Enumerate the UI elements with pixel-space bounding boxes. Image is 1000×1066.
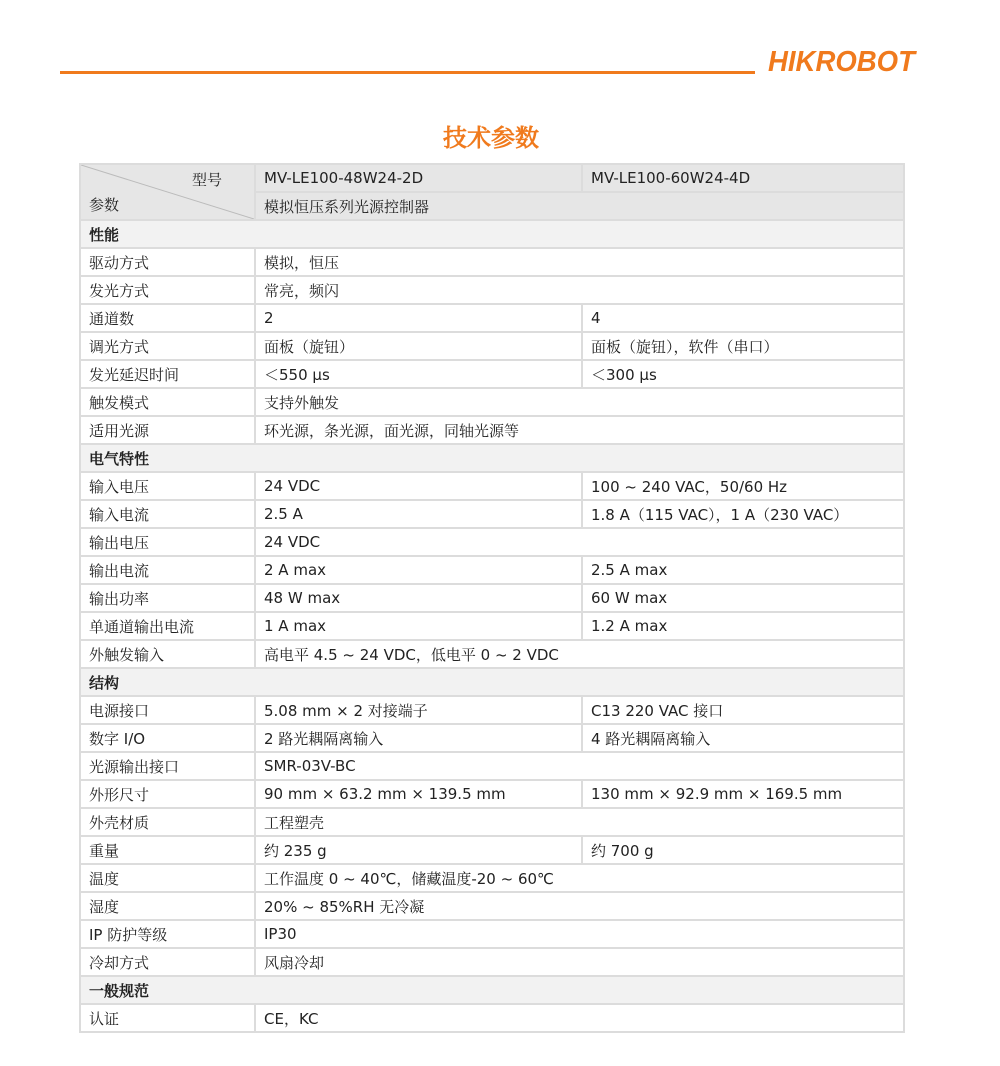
corner-model-label: 型号 bbox=[191, 171, 222, 189]
param-value: 24 VDC bbox=[255, 472, 582, 500]
param-label: 温度 bbox=[80, 864, 255, 892]
param-value: 2.5 A bbox=[255, 500, 582, 528]
model-name: MV-LE100-60W24-4D bbox=[582, 164, 904, 192]
param-label: 适用光源 bbox=[80, 416, 255, 444]
param-value: 工作温度 0 ~ 40℃，储藏温度-20 ~ 60℃ bbox=[255, 864, 904, 892]
table-row bbox=[80, 416, 904, 444]
table-row bbox=[80, 584, 904, 612]
section-row bbox=[80, 444, 904, 472]
table-row bbox=[80, 248, 904, 276]
header-divider bbox=[60, 71, 755, 74]
param-label: 外触发输入 bbox=[80, 640, 255, 668]
param-label: 输入电压 bbox=[80, 472, 255, 500]
param-label: 通道数 bbox=[80, 304, 255, 332]
corner-param-label: 参数 bbox=[89, 196, 120, 214]
table-row bbox=[80, 752, 904, 780]
param-label: 调光方式 bbox=[80, 332, 255, 360]
table-row bbox=[80, 696, 904, 724]
model-name: MV-LE100-48W24-2D bbox=[255, 164, 582, 192]
param-label: 冷却方式 bbox=[80, 948, 255, 976]
param-value: 2.5 A max bbox=[582, 556, 904, 584]
param-value: C13 220 VAC 接口 bbox=[582, 696, 904, 724]
param-label: 发光方式 bbox=[80, 276, 255, 304]
param-value: ＜550 μs bbox=[255, 360, 582, 388]
table-row bbox=[80, 836, 904, 864]
table-row bbox=[80, 640, 904, 668]
table-row bbox=[80, 780, 904, 808]
param-value: 面板（旋钮） bbox=[255, 332, 582, 360]
param-label: 输出电压 bbox=[80, 528, 255, 556]
param-value: IP30 bbox=[255, 920, 904, 948]
table-row bbox=[80, 528, 904, 556]
table-row bbox=[80, 864, 904, 892]
table-row bbox=[80, 948, 904, 976]
param-label: 单通道输出电流 bbox=[80, 612, 255, 640]
param-label: 数字 I/O bbox=[80, 724, 255, 752]
param-value: 约 235 g bbox=[255, 836, 582, 864]
param-value: 2 A max bbox=[255, 556, 582, 584]
table-row bbox=[80, 612, 904, 640]
model-header-row bbox=[80, 164, 904, 192]
section-title: 一般规范 bbox=[80, 976, 904, 1004]
param-value: 1 A max bbox=[255, 612, 582, 640]
table-row bbox=[80, 332, 904, 360]
param-value: 60 W max bbox=[582, 584, 904, 612]
param-value: 1.8 A（115 VAC），1 A（230 VAC） bbox=[582, 500, 904, 528]
param-label: 驱动方式 bbox=[80, 248, 255, 276]
param-label: 重量 bbox=[80, 836, 255, 864]
spec-table bbox=[79, 163, 905, 1033]
param-label: 输出功率 bbox=[80, 584, 255, 612]
param-value: 48 W max bbox=[255, 584, 582, 612]
param-value: 24 VDC bbox=[255, 528, 904, 556]
param-label: 发光延迟时间 bbox=[80, 360, 255, 388]
param-value: 20% ~ 85%RH 无冷凝 bbox=[255, 892, 904, 920]
param-value: 模拟，恒压 bbox=[255, 248, 904, 276]
param-value: 环光源，条光源，面光源，同轴光源等 bbox=[255, 416, 904, 444]
param-value: 面板（旋钮），软件（串口） bbox=[582, 332, 904, 360]
table-row bbox=[80, 724, 904, 752]
param-value: 4 路光耦隔离输入 bbox=[582, 724, 904, 752]
section-row bbox=[80, 220, 904, 248]
corner-cell bbox=[80, 164, 255, 220]
table-row bbox=[80, 920, 904, 948]
param-value: 高电平 4.5 ~ 24 VDC，低电平 0 ~ 2 VDC bbox=[255, 640, 904, 668]
param-value: 2 路光耦隔离输入 bbox=[255, 724, 582, 752]
section-row bbox=[80, 976, 904, 1004]
param-label: 光源输出接口 bbox=[80, 752, 255, 780]
param-label: 输入电流 bbox=[80, 500, 255, 528]
param-label: 电源接口 bbox=[80, 696, 255, 724]
section-row bbox=[80, 668, 904, 696]
table-row bbox=[80, 472, 904, 500]
table-row bbox=[80, 388, 904, 416]
param-value: 2 bbox=[255, 304, 582, 332]
param-value: 90 mm × 63.2 mm × 139.5 mm bbox=[255, 780, 582, 808]
param-label: 外壳材质 bbox=[80, 808, 255, 836]
param-value: 常亮，频闪 bbox=[255, 276, 904, 304]
param-value: 100 ~ 240 VAC，50/60 Hz bbox=[582, 472, 904, 500]
page-title: 技术参数 bbox=[443, 124, 539, 152]
param-value: 支持外触发 bbox=[255, 388, 904, 416]
param-value: 130 mm × 92.9 mm × 169.5 mm bbox=[582, 780, 904, 808]
table-row bbox=[80, 556, 904, 584]
param-value: 5.08 mm × 2 对接端子 bbox=[255, 696, 582, 724]
param-label: 触发模式 bbox=[80, 388, 255, 416]
param-value: 4 bbox=[582, 304, 904, 332]
series-name: 模拟恒压系列光源控制器 bbox=[255, 192, 904, 220]
param-value: CE，KC bbox=[255, 1004, 904, 1032]
brand-logo: HIKROBOT bbox=[768, 46, 915, 78]
param-label: IP 防护等级 bbox=[80, 920, 255, 948]
table-row bbox=[80, 276, 904, 304]
param-value: 工程塑壳 bbox=[255, 808, 904, 836]
param-value: SMR-03V-BC bbox=[255, 752, 904, 780]
table-row bbox=[80, 500, 904, 528]
param-label: 输出电流 bbox=[80, 556, 255, 584]
section-title: 性能 bbox=[80, 220, 904, 248]
param-label: 认证 bbox=[80, 1004, 255, 1032]
table-row bbox=[80, 360, 904, 388]
param-value: 1.2 A max bbox=[582, 612, 904, 640]
table-row bbox=[80, 892, 904, 920]
section-title: 结构 bbox=[80, 668, 904, 696]
param-label: 湿度 bbox=[80, 892, 255, 920]
param-value: ＜300 μs bbox=[582, 360, 904, 388]
table-row bbox=[80, 1004, 904, 1032]
param-value: 约 700 g bbox=[582, 836, 904, 864]
table-row bbox=[80, 808, 904, 836]
param-value: 风扇冷却 bbox=[255, 948, 904, 976]
param-label: 外形尺寸 bbox=[80, 780, 255, 808]
table-row bbox=[80, 304, 904, 332]
section-title: 电气特性 bbox=[80, 444, 904, 472]
